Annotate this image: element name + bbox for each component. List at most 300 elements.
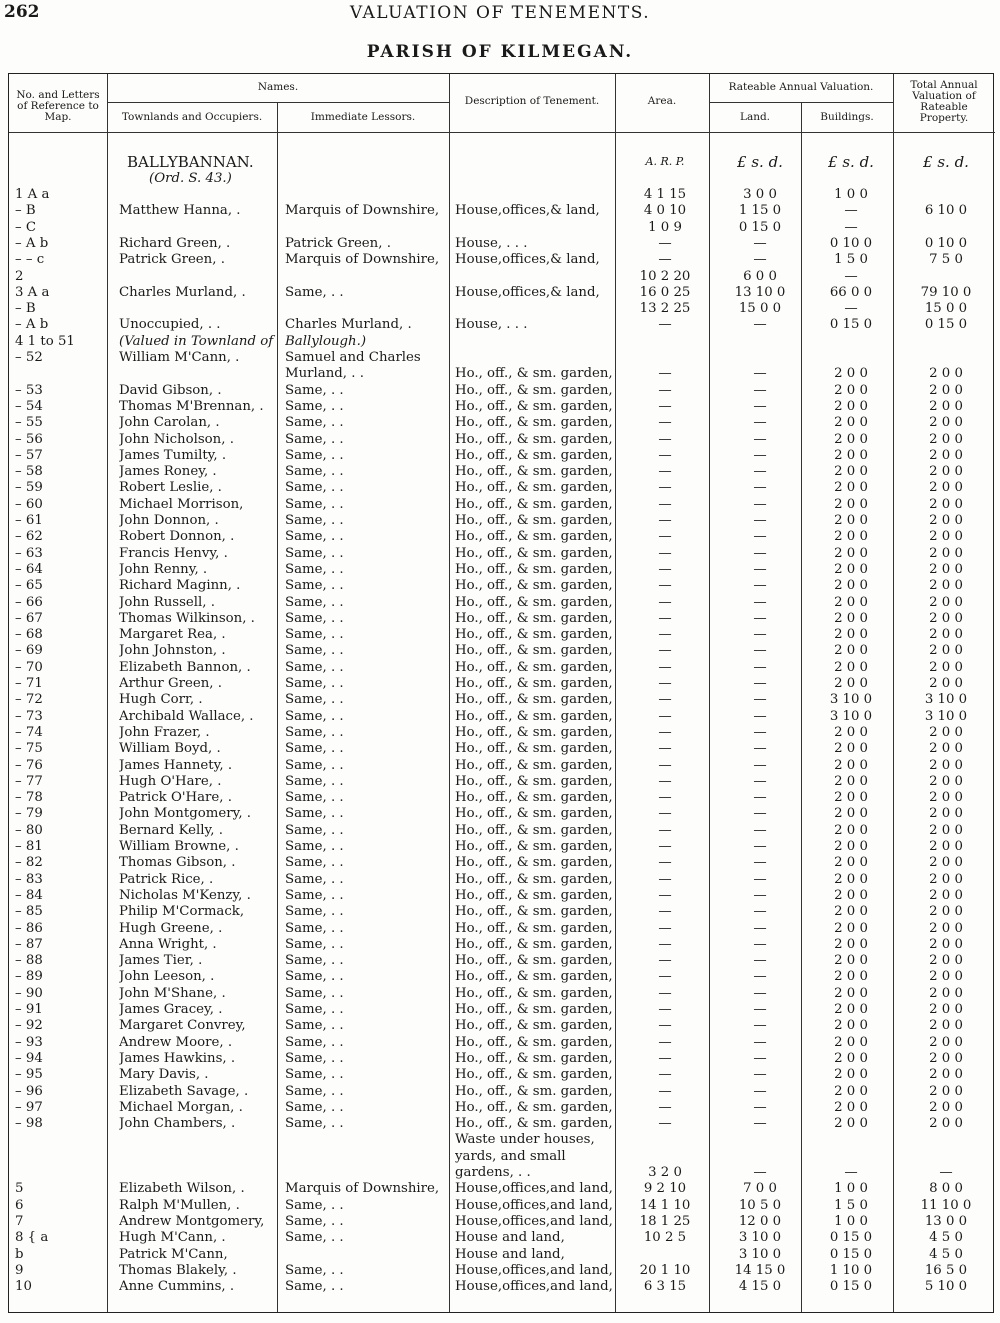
lessor-cell: Same, . . — [285, 1197, 344, 1213]
total-value-cell: 3 10 0 — [924, 692, 968, 708]
total-value-cell: 79 10 0 — [920, 284, 972, 300]
ref-cell: – 66 — [15, 594, 43, 610]
buildings-value-cell: 2 0 0 — [834, 1034, 868, 1050]
table-row — [9, 1165, 995, 1181]
buildings-value-cell: 2 0 0 — [834, 398, 868, 414]
land-value-cell: — — [753, 741, 767, 757]
occupier-cell: Francis Henvy, . — [119, 545, 228, 561]
land-value-cell: 0 15 0 — [738, 219, 782, 235]
buildings-value-cell: 2 0 0 — [834, 627, 868, 643]
occupier-cell: Arthur Green, . — [119, 676, 222, 691]
total-value-cell: 2 0 0 — [929, 496, 963, 512]
description-cell: Ho., off., & sm. garden, — [455, 513, 613, 528]
area-cell: — — [658, 855, 672, 871]
lessor-cell: Same, . . — [285, 610, 344, 626]
description-cell: Ho., off., & sm. garden, — [455, 724, 613, 740]
lessor-cell: Same, . . — [285, 578, 344, 594]
buildings-value-cell: 2 0 0 — [834, 431, 868, 447]
land-value-cell: — — [753, 1034, 767, 1050]
lessor-cell: Same, . . — [285, 953, 344, 969]
ref-cell: – 61 — [15, 513, 43, 528]
ref-cell: – 73 — [15, 708, 43, 724]
table-row — [9, 1002, 995, 1018]
buildings-value-cell: 2 0 0 — [834, 887, 868, 903]
buildings-value-cell: 2 0 0 — [834, 953, 868, 969]
total-value-cell: 2 0 0 — [929, 627, 963, 643]
table-row — [9, 855, 995, 871]
occupier-cell: Hugh O'Hare, . — [119, 773, 222, 789]
area-cell: — — [658, 398, 672, 414]
land-value-cell: — — [753, 415, 767, 431]
land-value-cell: — — [753, 627, 767, 643]
land-value-cell: 6 0 0 — [743, 268, 777, 284]
occupier-cell: Hugh Corr, . — [119, 692, 203, 708]
occupier-cell: John Montgomery, . — [119, 806, 251, 822]
total-value-cell: 4 5 0 — [929, 1246, 963, 1262]
occupier-cell: James Tier, . — [119, 953, 203, 969]
area-cell: — — [658, 1050, 672, 1066]
ref-cell: – B — [15, 203, 36, 219]
table-row — [9, 1051, 995, 1067]
table-row — [9, 1149, 995, 1165]
lessor-cell: Same, . . — [285, 464, 344, 480]
area-cell: — — [658, 871, 672, 887]
buildings-value-cell: 2 0 0 — [834, 1083, 868, 1099]
description-cell: Ho., off., & sm. garden, — [455, 822, 613, 838]
table-row — [9, 366, 995, 382]
occupier-cell: Michael Morgan, . — [119, 1099, 243, 1115]
area-cell: 4 0 10 — [643, 203, 687, 219]
table-row — [9, 285, 995, 301]
table-row — [9, 823, 995, 839]
table-row — [9, 953, 995, 969]
description-cell: House,offices,& land, — [455, 252, 600, 268]
header-description: Description of Tenement. — [464, 95, 600, 107]
occupier-cell: Archibald Wallace, . — [119, 708, 254, 724]
table-row — [9, 546, 995, 562]
table-row — [9, 236, 995, 252]
area-cell: — — [658, 627, 672, 643]
buildings-value-cell: 2 0 0 — [834, 741, 868, 757]
buildings-value-cell: — — [844, 1165, 858, 1180]
description-cell: Ho., off., & sm. garden, — [455, 529, 613, 545]
buildings-value-cell: 2 0 0 — [834, 447, 868, 463]
area-cell: — — [658, 904, 672, 920]
total-value-cell: 2 0 0 — [929, 1116, 963, 1132]
valuation-table — [8, 73, 994, 1313]
land-value-cell: — — [753, 773, 767, 789]
area-cell: — — [658, 464, 672, 480]
header-rule — [107, 102, 449, 103]
land-value-cell: — — [753, 464, 767, 480]
land-value-cell: — — [753, 398, 767, 414]
area-cell: — — [658, 969, 672, 985]
land-value-cell: 10 5 0 — [738, 1197, 782, 1213]
parish-title: PARISH OF KILMEGAN. — [366, 42, 634, 62]
lessor-cell: Same, . . — [285, 1262, 344, 1278]
table-row — [9, 578, 995, 594]
land-value-cell: — — [753, 480, 767, 496]
description-cell: Ho., off., & sm. garden, — [455, 545, 613, 561]
land-value-cell: 3 10 0 — [738, 1246, 782, 1262]
description-cell: House,offices,and land, — [455, 1181, 613, 1197]
total-value-cell: 2 0 0 — [929, 839, 963, 854]
table-row — [9, 790, 995, 806]
description-cell: Ho., off., & sm. garden, — [455, 561, 613, 577]
area-cell: — — [658, 1116, 672, 1132]
description-cell: Ho., off., & sm. garden, — [455, 431, 613, 447]
lessor-cell: Same, . . — [285, 594, 344, 610]
ref-cell: – 57 — [15, 447, 43, 463]
area-cell: — — [658, 1067, 672, 1083]
townland-heading — [9, 154, 995, 170]
total-value-cell: 2 0 0 — [929, 643, 963, 659]
ref-cell: – 79 — [15, 806, 43, 822]
table-row — [9, 969, 995, 985]
occupier-cell: Patrick Rice, . — [119, 871, 214, 887]
total-value-cell: 2 0 0 — [929, 659, 963, 675]
lessor-cell: Ballylough.) — [285, 333, 367, 349]
ref-cell: – 84 — [15, 887, 43, 903]
area-cell: — — [658, 773, 672, 789]
ref-cell: – 64 — [15, 561, 43, 577]
lessor-cell: Same, . . — [285, 1034, 344, 1050]
buildings-value-cell: 0 10 0 — [829, 235, 873, 251]
total-value-cell: 2 0 0 — [929, 969, 963, 985]
table-row — [9, 709, 995, 725]
description-cell: House and land, — [455, 1230, 565, 1246]
area-cell: 18 1 25 — [639, 1213, 691, 1229]
land-value-cell: 7 0 0 — [743, 1181, 777, 1197]
land-value-cell: — — [753, 920, 767, 936]
total-value-cell: 2 0 0 — [929, 1050, 963, 1066]
occupier-cell: John Chambers, . — [119, 1116, 236, 1132]
land-value-cell: — — [753, 724, 767, 740]
header-rateable: Rateable Annual Valuation. — [728, 81, 874, 93]
ref-cell: – C — [15, 219, 37, 235]
buildings-value-cell: 2 0 0 — [834, 822, 868, 838]
area-cell: — — [658, 1099, 672, 1115]
occupier-cell: Robert Leslie, . — [119, 480, 222, 496]
ref-cell: 7 — [15, 1213, 24, 1229]
buildings-value-cell: 1 0 0 — [834, 1213, 868, 1229]
total-value-cell: 5 10 0 — [924, 1279, 968, 1295]
land-value-cell: — — [753, 936, 767, 952]
area-cell: — — [658, 692, 672, 708]
table-row — [9, 1084, 995, 1100]
description-cell: Ho., off., & sm. garden, — [455, 1083, 613, 1099]
ref-cell: – 89 — [15, 969, 43, 985]
ref-cell: 2 — [15, 268, 24, 284]
description-cell: Ho., off., & sm. garden, — [455, 757, 613, 773]
table-row — [9, 888, 995, 904]
land-value-cell: — — [753, 839, 767, 854]
header-rule — [709, 102, 893, 103]
page-number: 262 — [4, 2, 40, 22]
buildings-value-cell: 3 10 0 — [829, 708, 873, 724]
lessor-cell: Marquis of Downshire, — [285, 203, 440, 219]
description-cell: Ho., off., & sm. garden, — [455, 920, 613, 936]
buildings-value-cell: 2 0 0 — [834, 659, 868, 675]
lessor-cell: Same, . . — [285, 496, 344, 512]
table-row — [9, 1230, 995, 1246]
lessor-cell: Same, . . — [285, 1067, 344, 1083]
buildings-value-cell: — — [844, 301, 858, 317]
area-cell: 16 0 25 — [639, 284, 691, 300]
description-cell: Ho., off., & sm. garden, — [455, 741, 613, 757]
occupier-cell: James Hannety, . — [119, 757, 233, 773]
description-cell: House,offices,and land, — [455, 1279, 613, 1295]
header-lessors: Immediate Lessors. — [310, 111, 416, 123]
ref-cell: – 65 — [15, 578, 43, 594]
table-row — [9, 774, 995, 790]
description-cell: House,offices,and land, — [455, 1197, 613, 1213]
total-value-cell: 2 0 0 — [929, 904, 963, 920]
table-row — [9, 562, 995, 578]
table-row — [9, 252, 995, 268]
area-cell: 9 2 10 — [643, 1181, 687, 1197]
buildings-value-cell: 2 0 0 — [834, 969, 868, 985]
area-cell: — — [658, 1083, 672, 1099]
ref-cell: – 94 — [15, 1050, 43, 1066]
area-cell: — — [658, 1002, 672, 1017]
table-row — [9, 529, 995, 545]
total-value-cell: 2 0 0 — [929, 431, 963, 447]
total-value-cell: 2 0 0 — [929, 480, 963, 496]
table-row — [9, 986, 995, 1002]
occupier-cell: John Frazer, . — [119, 724, 210, 740]
buildings-value-cell: 2 0 0 — [834, 382, 868, 398]
table-row — [9, 1116, 995, 1132]
total-value-cell: 2 0 0 — [929, 871, 963, 887]
land-value-cell: 3 0 0 — [743, 187, 777, 202]
lessor-cell: Same, . . — [285, 708, 344, 724]
area-cell: — — [658, 610, 672, 626]
buildings-value-cell: 2 0 0 — [834, 496, 868, 512]
unit-area: A. R. P. — [645, 155, 685, 168]
ref-cell: 9 — [15, 1262, 24, 1278]
area-cell: 10 2 20 — [639, 268, 691, 284]
description-cell: Ho., off., & sm. garden, — [455, 904, 613, 920]
occupier-cell: Hugh M'Cann, . — [119, 1230, 226, 1246]
occupier-cell: Richard Green, . — [119, 235, 231, 251]
lessor-cell: Same, . . — [285, 627, 344, 643]
total-value-cell: 2 0 0 — [929, 594, 963, 610]
occupier-cell: Margaret Rea, . — [119, 627, 226, 643]
description-cell: Ho., off., & sm. garden, — [455, 382, 613, 398]
description-cell: Ho., off., & sm. garden, — [455, 1067, 613, 1083]
table-row — [9, 497, 995, 513]
occupier-cell: Philip M'Cormack, — [119, 904, 245, 920]
area-cell: 10 2 5 — [643, 1230, 687, 1246]
table-row — [9, 415, 995, 431]
ref-cell: – 58 — [15, 464, 43, 480]
total-value-cell: 4 5 0 — [929, 1230, 963, 1246]
table-row — [9, 1279, 995, 1295]
total-value-cell: 0 10 0 — [924, 235, 968, 251]
lessor-cell: Same, . . — [285, 480, 344, 496]
land-value-cell: — — [753, 887, 767, 903]
ref-cell: – 81 — [15, 839, 43, 854]
lessor-cell: Same, . . — [285, 724, 344, 740]
land-value-cell: 4 15 0 — [738, 1279, 782, 1295]
occupier-cell: John Donnon, . — [119, 513, 219, 528]
description-cell: Ho., off., & sm. garden, — [455, 643, 613, 659]
table-row — [9, 269, 995, 285]
table-row — [9, 1247, 995, 1263]
lessor-cell: Same, . . — [285, 741, 344, 757]
buildings-value-cell: 2 0 0 — [834, 790, 868, 806]
land-value-cell: — — [753, 1116, 767, 1132]
ref-cell: – 74 — [15, 724, 43, 740]
area-cell: — — [658, 806, 672, 822]
land-value-cell: — — [753, 1099, 767, 1115]
land-value-cell: — — [753, 855, 767, 871]
total-value-cell: 2 0 0 — [929, 382, 963, 398]
buildings-value-cell: 0 15 0 — [829, 1230, 873, 1246]
lessor-cell: Same, . . — [285, 1099, 344, 1115]
table-row — [9, 1198, 995, 1214]
buildings-value-cell: 2 0 0 — [834, 724, 868, 740]
townland-ord — [9, 171, 995, 187]
total-value-cell: 2 0 0 — [929, 1002, 963, 1017]
land-value-cell: — — [753, 431, 767, 447]
area-cell: — — [658, 920, 672, 936]
occupier-cell: John Russell, . — [119, 594, 215, 610]
lessor-cell: Same, . . — [285, 431, 344, 447]
occupier-cell: James Tumilty, . — [119, 447, 227, 463]
buildings-value-cell: 2 0 0 — [834, 464, 868, 480]
buildings-value-cell: 0 15 0 — [829, 317, 873, 333]
table-row — [9, 301, 995, 317]
lessor-cell: Same, . . — [285, 643, 344, 659]
buildings-value-cell: 2 0 0 — [834, 920, 868, 936]
unit-buildings: £ s. d. — [828, 154, 874, 170]
townland-ord-text: (Ord. S. 43.) — [149, 171, 232, 186]
occupier-cell: Patrick Green, . — [119, 252, 225, 268]
lessor-cell: Same, . . — [285, 398, 344, 414]
buildings-value-cell: — — [844, 219, 858, 235]
ref-cell: 6 — [15, 1197, 24, 1213]
table-row — [9, 1067, 995, 1083]
ref-cell: – 67 — [15, 610, 43, 626]
area-cell: 14 1 10 — [639, 1197, 691, 1213]
total-value-cell: 2 0 0 — [929, 920, 963, 936]
header-total: Total Annual Valuation of Rateable Property. — [910, 79, 978, 124]
total-value-cell: 2 0 0 — [929, 887, 963, 903]
description-cell: Ho., off., & sm. garden, — [455, 366, 613, 382]
occupier-cell: James Hawkins, . — [119, 1050, 236, 1066]
total-value-cell: 2 0 0 — [929, 953, 963, 969]
land-value-cell: — — [753, 953, 767, 969]
buildings-value-cell: 2 0 0 — [834, 1116, 868, 1132]
land-value-cell: — — [753, 1050, 767, 1066]
ref-cell: 10 — [15, 1279, 32, 1295]
lessor-cell: Same, . . — [285, 790, 344, 806]
area-cell: — — [658, 235, 672, 251]
table-row — [9, 937, 995, 953]
total-value-cell: 2 0 0 — [929, 741, 963, 757]
table-row — [9, 220, 995, 236]
area-cell: — — [658, 1018, 672, 1034]
description-cell: Ho., off., & sm. garden, — [455, 610, 613, 626]
ref-cell: – 69 — [15, 643, 43, 659]
unit-land: £ s. d. — [737, 154, 783, 170]
occupier-cell: John Renny, . — [119, 561, 208, 577]
occupier-cell: Thomas Gibson, . — [119, 855, 236, 871]
area-cell: — — [658, 252, 672, 268]
lessor-cell: Same, . . — [285, 1230, 344, 1246]
land-value-cell: — — [753, 1002, 767, 1017]
occupier-cell: Anna Wright, . — [119, 936, 217, 952]
buildings-value-cell: 2 0 0 — [834, 757, 868, 773]
description-cell: House,offices,and land, — [455, 1262, 613, 1278]
total-value-cell: 2 0 0 — [929, 1067, 963, 1083]
lessor-cell: Same, . . — [285, 839, 344, 854]
unit-total: £ s. d. — [923, 154, 969, 170]
land-value-cell: 12 0 0 — [738, 1213, 782, 1229]
area-cell: — — [658, 757, 672, 773]
ref-cell: 3 A a — [15, 284, 50, 300]
land-value-cell: — — [753, 252, 767, 268]
area-cell: — — [658, 317, 672, 333]
occupier-cell: Patrick O'Hare, . — [119, 790, 232, 806]
area-cell: — — [658, 431, 672, 447]
header-names: Names. — [257, 81, 299, 93]
ref-cell: 5 — [15, 1181, 24, 1197]
lessor-cell: Same, . . — [285, 1083, 344, 1099]
table-row — [9, 806, 995, 822]
buildings-value-cell: 1 10 0 — [829, 1262, 873, 1278]
table-row — [9, 448, 995, 464]
area-cell: 1 0 9 — [648, 219, 682, 235]
table-row — [9, 627, 995, 643]
total-value-cell: 2 0 0 — [929, 806, 963, 822]
ref-cell: – – c — [15, 252, 45, 268]
occupier-cell: Andrew Montgomery, — [119, 1213, 265, 1229]
ref-cell: – 82 — [15, 855, 43, 871]
lessor-cell: Same, . . — [285, 382, 344, 398]
buildings-value-cell: 2 0 0 — [834, 985, 868, 1001]
description-cell: Ho., off., & sm. garden, — [455, 464, 613, 480]
land-value-cell: — — [753, 643, 767, 659]
buildings-value-cell: 2 0 0 — [834, 1099, 868, 1115]
buildings-value-cell: 2 0 0 — [834, 578, 868, 594]
land-value-cell: — — [753, 561, 767, 577]
land-value-cell: — — [753, 790, 767, 806]
land-value-cell: — — [753, 529, 767, 545]
land-value-cell: — — [753, 235, 767, 251]
lessor-cell: Same, . . — [285, 887, 344, 903]
land-value-cell: — — [753, 904, 767, 920]
lessor-cell: Same, . . — [285, 871, 344, 887]
total-value-cell: 2 0 0 — [929, 447, 963, 463]
lessor-cell: Same, . . — [285, 904, 344, 920]
occupier-cell: Nicholas M'Kenzy, . — [119, 887, 251, 903]
buildings-value-cell: 2 0 0 — [834, 936, 868, 952]
area-cell: — — [658, 578, 672, 594]
land-value-cell: — — [753, 969, 767, 985]
header-ref: No. and Letters of Reference to Map. — [16, 89, 100, 123]
table-row — [9, 1018, 995, 1034]
occupier-cell: Thomas Wilkinson, . — [119, 610, 255, 626]
buildings-value-cell: 2 0 0 — [834, 561, 868, 577]
buildings-value-cell: 2 0 0 — [834, 806, 868, 822]
description-cell: Ho., off., & sm. garden, — [455, 676, 613, 691]
lessor-cell: Same, . . — [285, 806, 344, 822]
table-row — [9, 741, 995, 757]
occupier-cell: Michael Morrison, — [119, 496, 244, 512]
